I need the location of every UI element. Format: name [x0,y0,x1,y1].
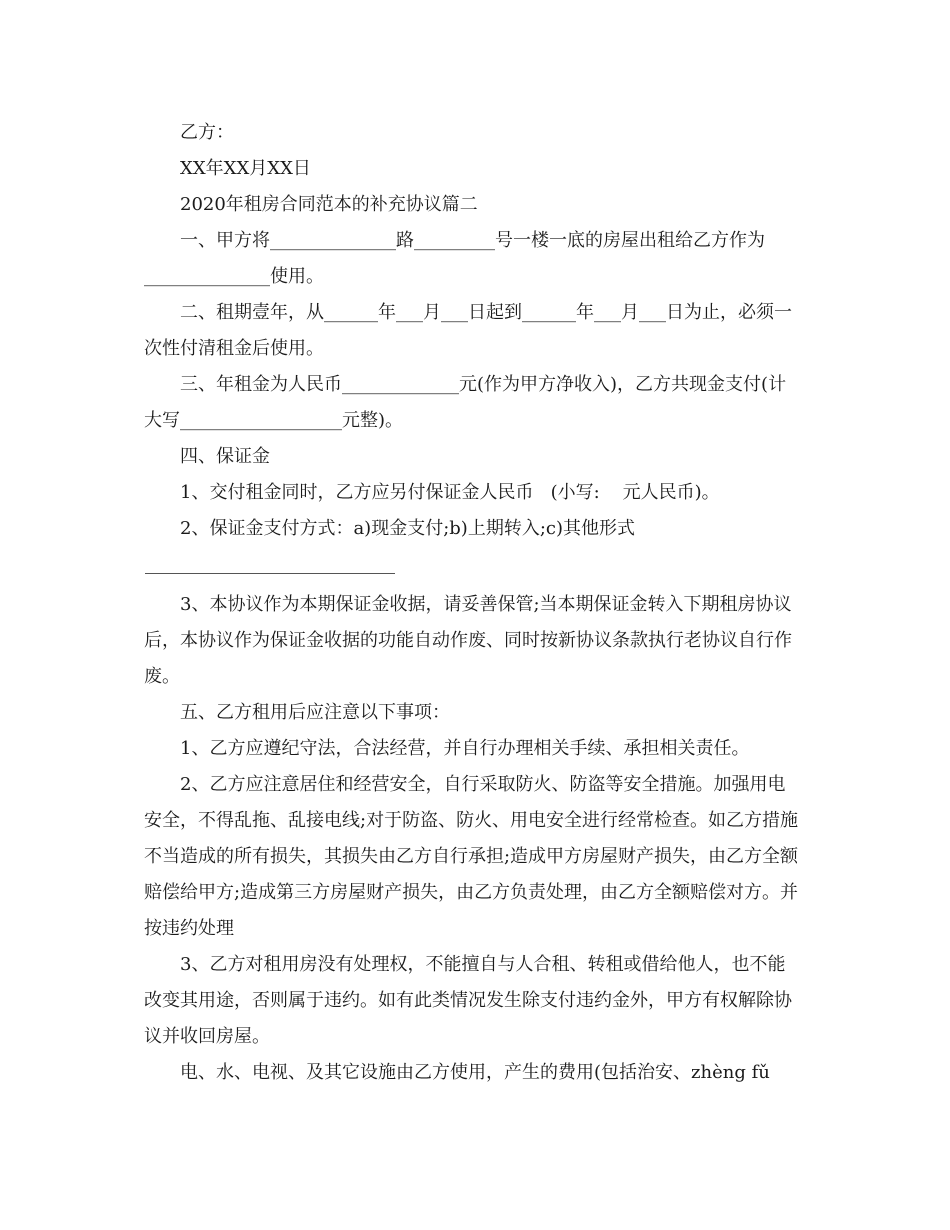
date-line: XX年XX月XX日 [180,158,311,179]
clause-1: 一、甲方将______________路_________号一楼一底的房屋出租给乙方作为______________使用。 [144,230,765,287]
section-heading: 2020年租房合同范本的补充协议篇二 [180,194,478,215]
clause-3: 三、年租金为人民币_____________元(作为甲方净收入)，乙方共现金支付(计大写__________________元整)。 [144,374,787,431]
clause-5-3: 3、乙方对租用房没有处理权，不能擅自与人合租、转租或借给他人，也不能改变其用途，否则属于违约。如有此类情况发生除支付违约金外，甲方有权解除协议并收回房屋。 [144,954,792,1047]
clause-2: 二、租期壹年，从______年___月___日起到______年___月___日为止，必须一次性付清租金后使用。 [144,302,792,359]
clause-4-3: 3、本协议作为本期保证金收据，请妥善保管;当本期保证金转入下期租房协议后，本协议作为保证金收据的功能自动作废、同时按新协议条款执行老协议自行作废。 [144,594,792,687]
blank-underline [145,573,395,574]
clause-5-1: 1、乙方应遵纪守法，合法经营，并自行办理相关手续、承担相关责任。 [180,738,750,759]
party-b-label: 乙方： [180,122,234,143]
clause-5-2: 2、乙方应注意居住和经营安全，自行采取防火、防盗等安全措施。加强用电安全，不得乱拖、乱接电线;对于防盗、防火、用电安全进行经常检查。如乙方措施不当造成的所有损失，其损失由乙方自行承担;造成甲方房屋财产损失，由乙方全额赔偿给甲方;造成第三方房屋财产损失，由乙方负责处理，由乙方全额赔偿对方。并按违约处理 [144,774,799,939]
clause-5-title: 五、乙方租用后应注意以下事项： [180,702,450,723]
clause-4-title: 四、保证金 [180,446,270,467]
clause-5-4: 电、水、电视、及其它设施由乙方使用，产生的费用(包括治安、zhèng fǔ [180,1062,770,1083]
clause-4-2: 2、保证金支付方式：a)现金支付;b)上期转入;c)其他形式 [180,518,635,539]
clause-4-1: 1、交付租金同时，乙方应另付保证金人民币 (小写: 元人民币)。 [180,482,720,503]
